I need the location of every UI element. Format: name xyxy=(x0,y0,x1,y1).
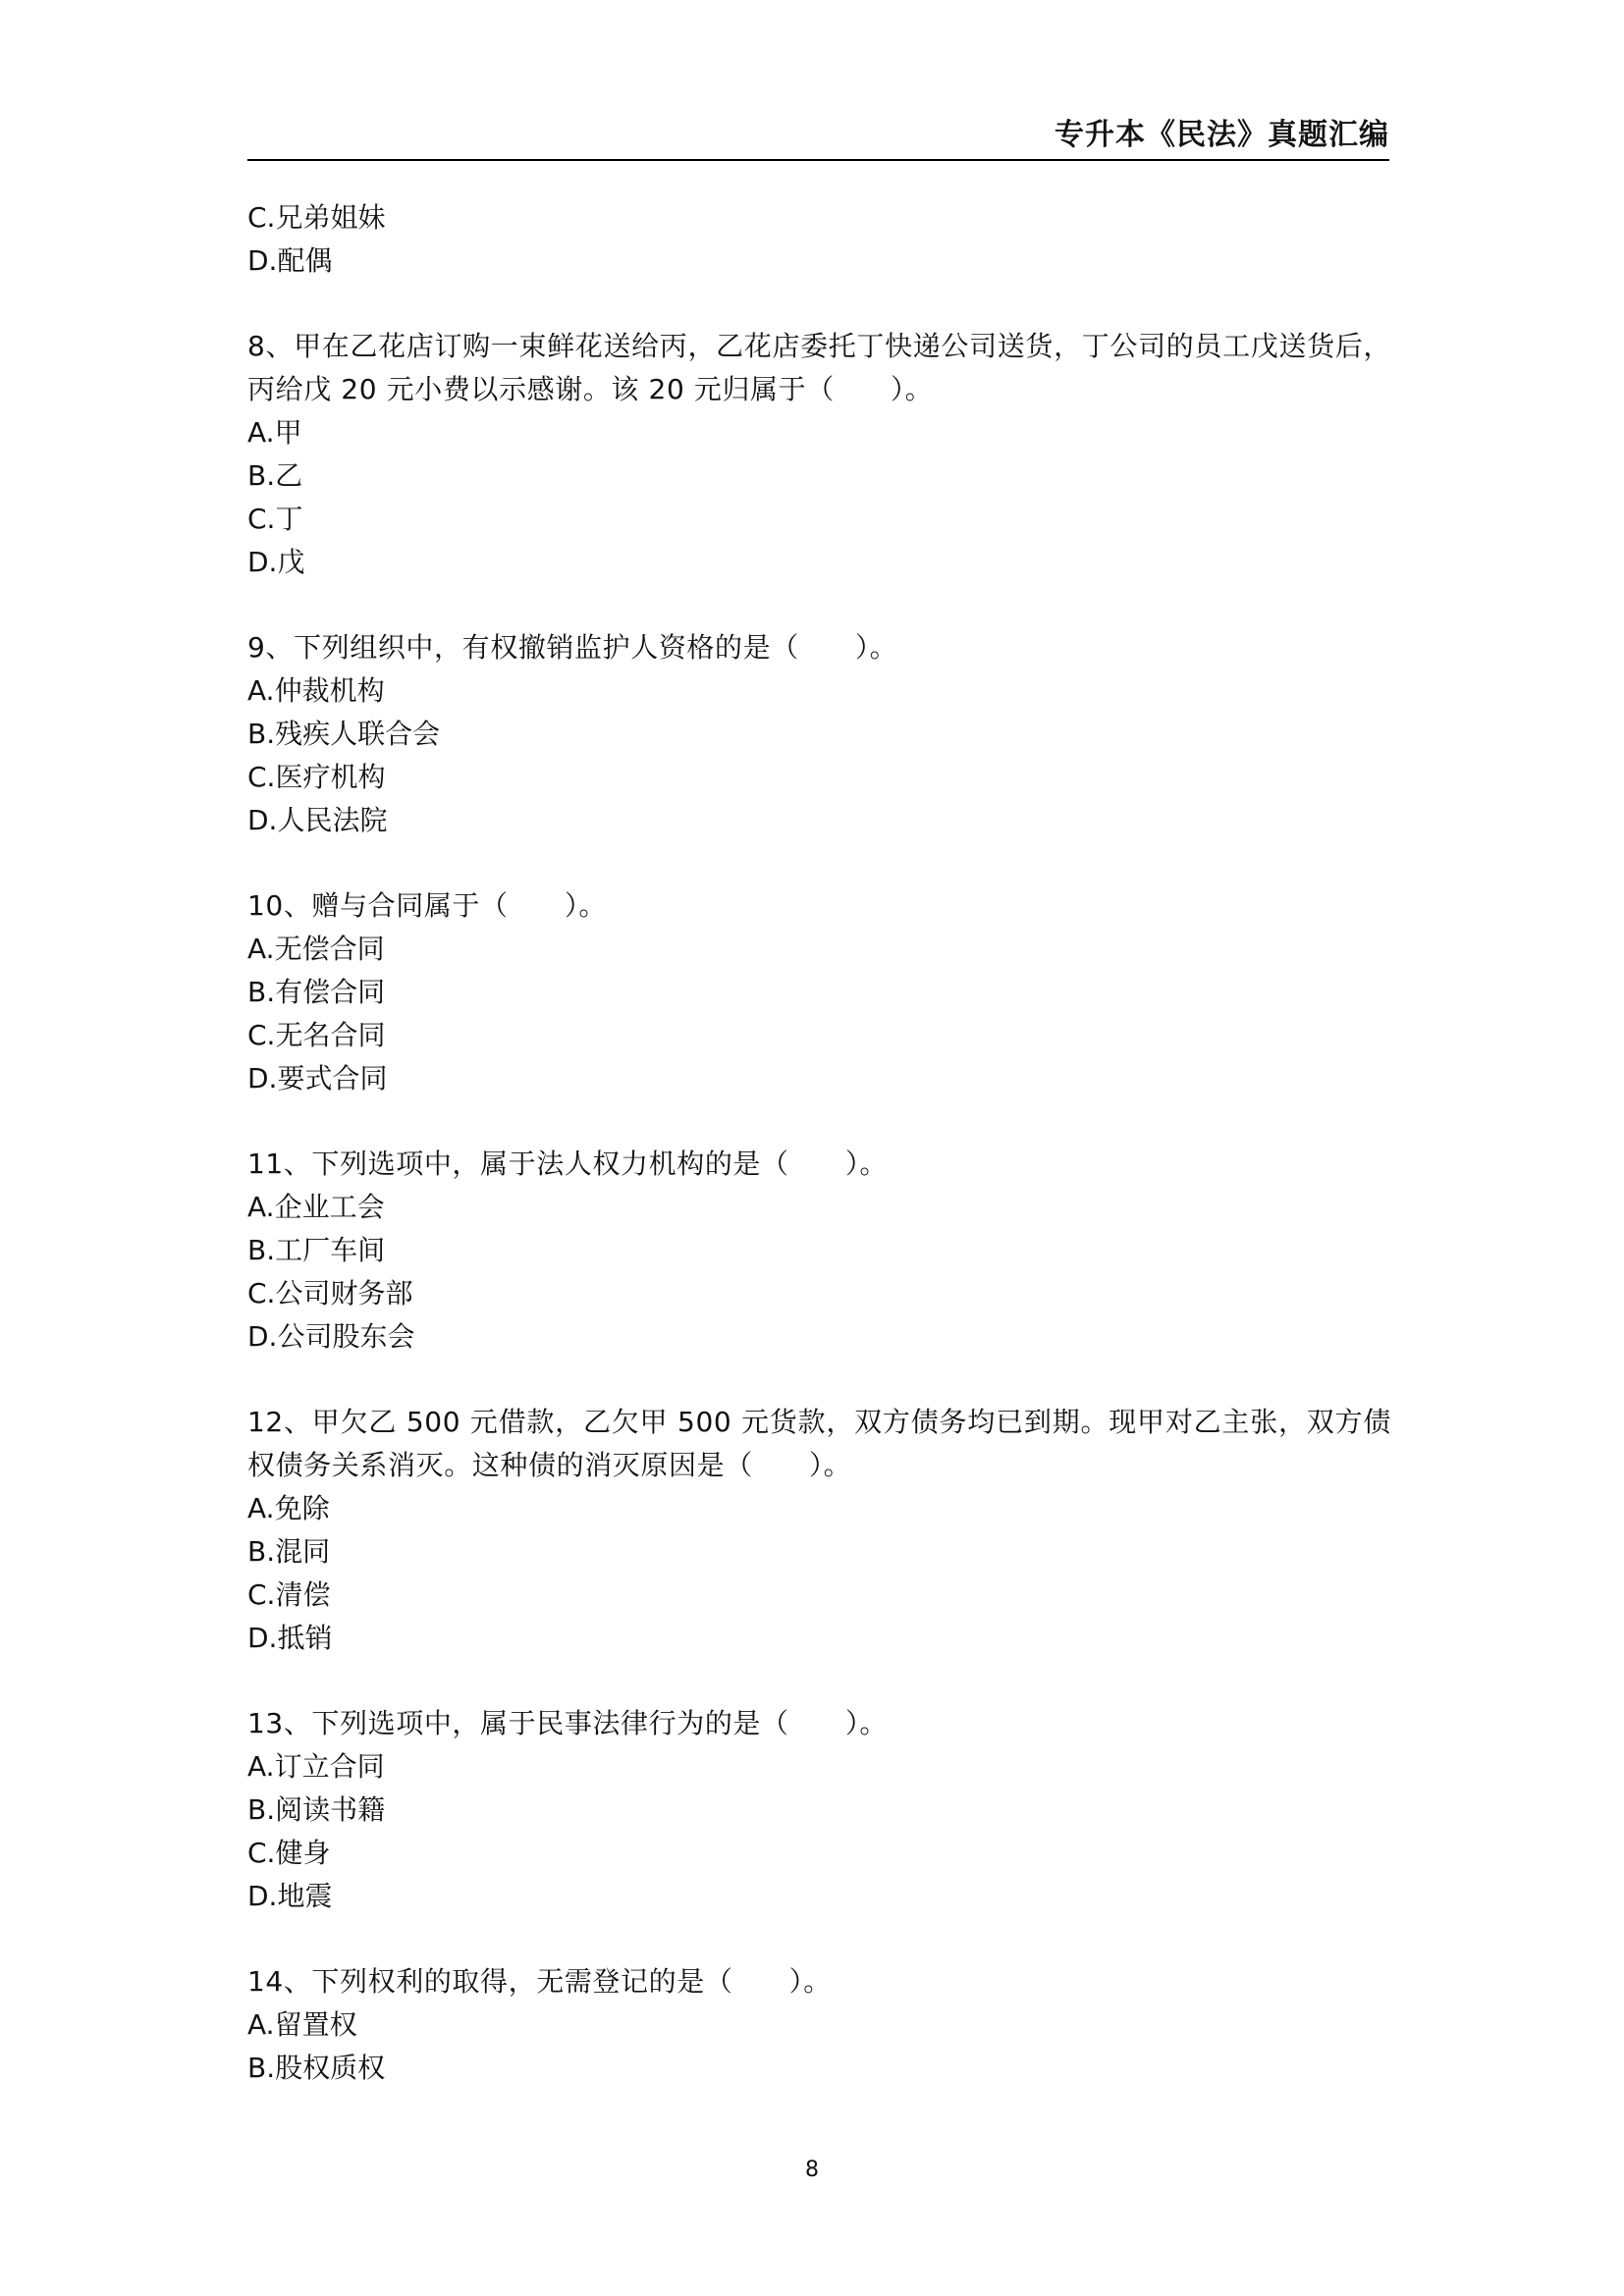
question-stem: 12、甲欠乙 500 元借款，乙欠甲 500 元货款，双方债务均已到期。现甲对乙主张，双方债权债务关系消灭。这种债的消灭原因是（ ）。 xyxy=(247,1406,1391,1481)
option-d: D.配偶 xyxy=(247,244,333,277)
option-d: D.要式合同 xyxy=(247,1062,388,1095)
option-a: A.企业工会 xyxy=(247,1191,385,1223)
question-stem: 11、下列选项中，属于法人权力机构的是（ ）。 xyxy=(247,1148,889,1180)
page-header xyxy=(247,116,1389,161)
carryover-options xyxy=(247,196,1391,283)
question-stem: 8、甲在乙花店订购一束鲜花送给丙，乙花店委托丁快递公司送货，丁公司的员工戊送货后，丙给戊 20 元小费以示感谢。该 20 元归属于（ ）。 xyxy=(247,330,1391,405)
option-d: D.地震 xyxy=(247,1880,333,1912)
option-c: C.无名合同 xyxy=(247,1019,386,1051)
option-b: B.残疾人联合会 xyxy=(247,718,441,750)
option-c: C.医疗机构 xyxy=(247,761,386,793)
option-a: A.仲裁机构 xyxy=(247,674,385,707)
option-d: D.公司股东会 xyxy=(247,1320,415,1353)
page-number: 8 xyxy=(805,2158,819,2182)
option-b: B.混同 xyxy=(247,1535,331,1568)
question-9 xyxy=(247,626,1391,842)
option-d: D.抵销 xyxy=(247,1622,333,1654)
header-title: 专升本《民法》真题汇编 xyxy=(1055,118,1389,152)
option-a: A.甲 xyxy=(247,416,302,449)
option-c: C.兄弟姐妹 xyxy=(247,201,386,234)
option-d: D.人民法院 xyxy=(247,804,388,836)
question-stem: 14、下列权利的取得，无需登记的是（ ）。 xyxy=(247,1965,832,1998)
option-b: B.股权质权 xyxy=(247,2052,386,2084)
option-d: D.戊 xyxy=(247,546,305,578)
option-b: B.有偿合同 xyxy=(247,976,386,1008)
option-c: C.清偿 xyxy=(247,1578,331,1611)
question-13 xyxy=(247,1702,1391,1918)
option-a: A.无偿合同 xyxy=(247,933,385,965)
question-14 xyxy=(247,1960,1391,2090)
question-10 xyxy=(247,884,1391,1100)
question-8 xyxy=(247,325,1391,584)
option-c: C.公司财务部 xyxy=(247,1277,413,1309)
question-12 xyxy=(247,1401,1391,1660)
option-a: A.免除 xyxy=(247,1492,330,1524)
option-c: C.健身 xyxy=(247,1837,331,1869)
question-stem: 10、赠与合同属于（ ）。 xyxy=(247,889,608,922)
document-body xyxy=(247,196,1391,2090)
question-stem: 13、下列选项中，属于民事法律行为的是（ ）。 xyxy=(247,1707,889,1739)
option-c: C.丁 xyxy=(247,503,303,535)
question-11 xyxy=(247,1143,1391,1359)
option-b: B.阅读书籍 xyxy=(247,1793,386,1826)
option-b: B.工厂车间 xyxy=(247,1234,386,1266)
option-a: A.留置权 xyxy=(247,2008,357,2041)
question-stem: 9、下列组织中，有权撤销监护人资格的是（ ）。 xyxy=(247,631,898,664)
option-b: B.乙 xyxy=(247,459,303,492)
option-a: A.订立合同 xyxy=(247,1750,385,1783)
